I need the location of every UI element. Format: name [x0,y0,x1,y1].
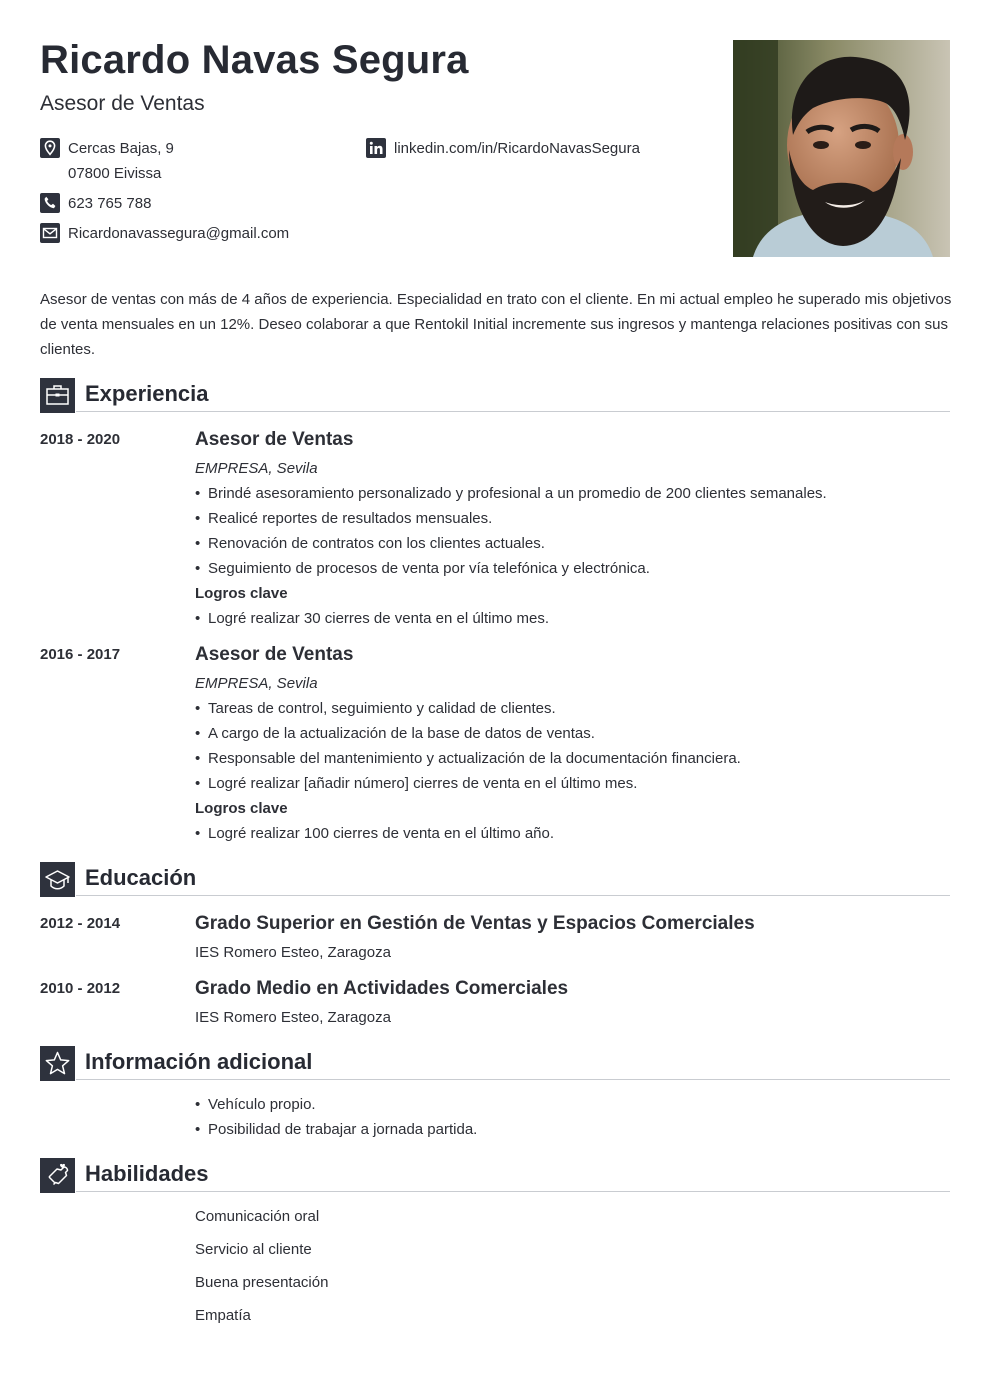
degree-title: Grado Superior en Gestión de Ventas y Espacios Comerciales [195,913,755,934]
section-header-experience [40,378,950,414]
education-dates: 2010 - 2012 [40,980,121,997]
section-divider [76,1079,950,1080]
contact-phone [40,191,340,216]
profile-summary: Asesor de ventas con más de 4 años de experiencia. Especialidad en trato con el cliente. En mi actual empleo he superado mis objetivos de venta mensuales en un 12%. Deseo colaborar a que Rentokil Initial incremente sus ingresos y mantenga relaciones positivas con sus clientes. [40,291,952,358]
address-line-2: 07800 Eivissa [68,165,162,182]
education-dates: 2012 - 2014 [40,915,121,932]
section-title-additional: Información adicional [85,1049,313,1074]
linkedin-url[interactable]: linkedin.com/in/RicardoNavasSegura [394,140,640,157]
skill-item: Empatía [195,1307,251,1324]
graduation-cap-icon [40,862,75,897]
star-icon [40,1046,75,1081]
linkedin-icon [366,138,386,158]
section-header-education [40,862,950,898]
contact-address [40,136,340,188]
skill-item: Comunicación oral [195,1208,320,1225]
job-bullets [195,696,950,796]
list-item: • A cargo de la actualización de la base de datos de ventas. [195,721,950,746]
list-item: • Renovación de contratos con los clientes actuales. [195,531,950,556]
additional-info [195,1092,950,1142]
job-title: Asesor de Ventas [195,644,354,665]
email-address[interactable]: Ricardonavassegura@gmail.com [68,225,290,242]
degree-title: Grado Medio en Actividades Comerciales [195,978,569,999]
additional-bullets [195,1092,950,1142]
job-company: EMPRESA, Sevila [195,675,318,692]
section-title-education: Educación [85,865,197,890]
job-dates: 2018 - 2020 [40,431,121,448]
list-item: • Logré realizar 100 cierres de venta en el último año. [195,821,950,846]
skill-item: Servicio al cliente [195,1241,312,1258]
job-title: Asesor de Ventas [195,429,354,450]
list-item: • Logré realizar [añadir número] cierres de venta en el último mes. [195,771,950,796]
phone-icon [40,193,60,213]
section-divider [76,895,950,896]
skill-item: Buena presentación [195,1274,329,1291]
school-name: IES Romero Esteo, Zaragoza [195,1009,391,1026]
location-pin-icon [40,138,60,158]
envelope-icon [40,223,60,243]
contact-email [40,221,360,246]
list-item: • Logré realizar 30 cierres de venta en el último mes. [195,606,950,631]
job-entry [195,642,950,846]
education-entry [195,911,950,965]
key-achievements [195,821,950,846]
list-item: • Seguimiento de procesos de venta por vía telefónica y electrónica. [195,556,950,581]
section-header-skills [40,1158,950,1194]
section-divider [76,411,950,412]
phone-number[interactable]: 623 765 788 [68,195,152,212]
list-item: • Brindé asesoramiento personalizado y profesional a un promedio de 200 clientes semanales. [195,481,950,506]
education-entry [195,976,950,1030]
list-item: • Posibilidad de trabajar a jornada partida. [195,1117,950,1142]
key-achievements-label: Logros clave [195,585,288,602]
key-achievements-label: Logros clave [195,800,288,817]
candidate-name: Ricardo Navas Segura [40,38,469,82]
key-achievements [195,606,950,631]
list-item: • Vehículo propio. [195,1092,950,1117]
list-item: • Responsable del mantenimiento y actualización de la documentación financiera. [195,746,950,771]
section-title-experience: Experiencia [85,381,209,406]
section-divider [76,1191,950,1192]
job-bullets [195,481,950,581]
section-header-additional [40,1046,950,1082]
list-item: • Tareas de control, seguimiento y calidad de clientes. [195,696,950,721]
section-title-skills: Habilidades [85,1161,209,1186]
job-company: EMPRESA, Sevila [195,460,318,477]
list-item: • Realicé reportes de resultados mensuales. [195,506,950,531]
contact-linkedin [366,136,696,161]
candidate-role: Asesor de Ventas [40,92,205,115]
briefcase-icon [40,378,75,413]
job-entry [195,427,950,631]
school-name: IES Romero Esteo, Zaragoza [195,944,391,961]
job-dates: 2016 - 2017 [40,646,121,663]
hand-heart-icon [40,1158,75,1193]
profile-photo [733,40,950,257]
address-line-1: Cercas Bajas, 9 [68,140,174,157]
